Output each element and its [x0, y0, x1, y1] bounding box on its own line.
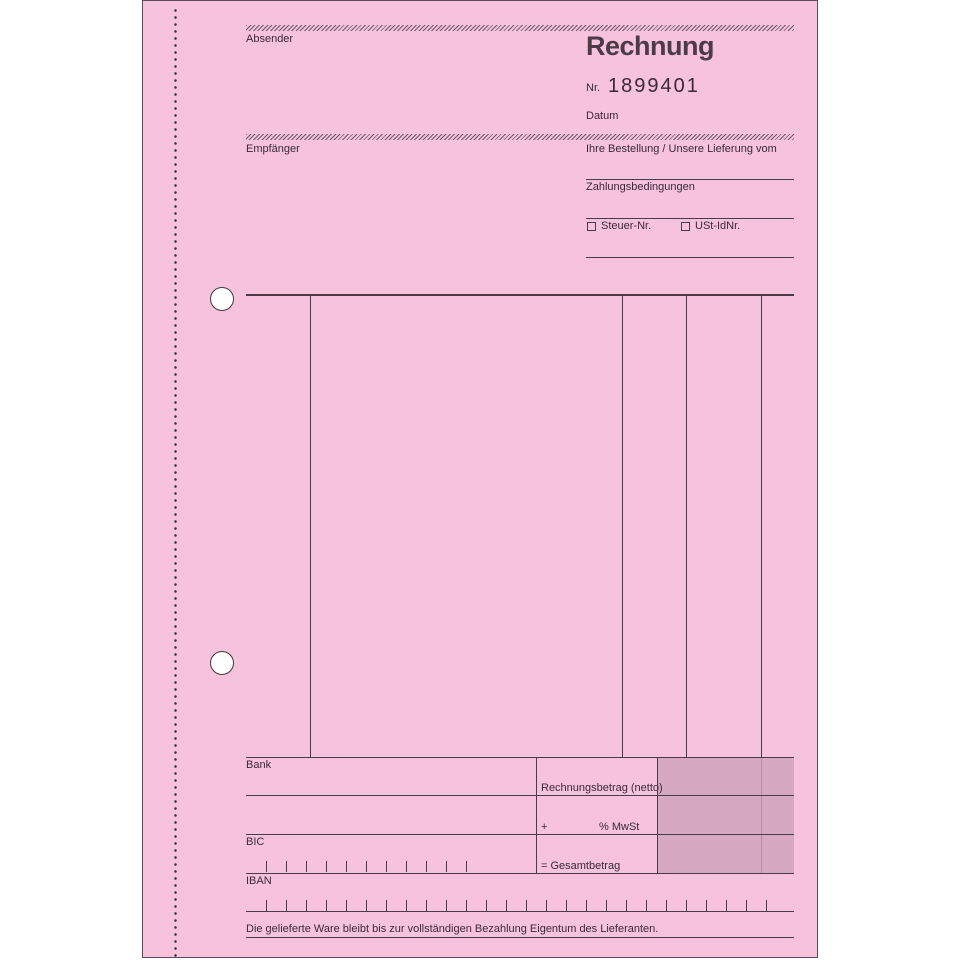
total-amount-label: = Gesamtbetrag	[541, 860, 621, 872]
iban-tick	[546, 900, 547, 911]
bic-tick	[386, 861, 387, 872]
iban-tick	[306, 900, 307, 911]
payment-terms-label: Zahlungsbedingungen	[586, 181, 695, 193]
totals-shaded-cells	[657, 758, 794, 873]
footer-vertical-divider	[536, 758, 537, 873]
punch-hole-top	[210, 287, 234, 311]
iban-tick	[286, 900, 287, 911]
vat-id-checkbox[interactable]	[681, 222, 690, 231]
iban-tick	[626, 900, 627, 911]
iban-tick	[686, 900, 687, 911]
recipient-label: Empfänger	[246, 143, 300, 155]
net-amount-label: Rechnungsbetrag (netto)	[541, 782, 663, 794]
iban-tick	[386, 900, 387, 911]
iban-tick	[566, 900, 567, 911]
perforation-line	[174, 7, 177, 957]
tax-number-checkbox[interactable]	[587, 222, 596, 231]
bic-label: BIC	[246, 836, 265, 848]
iban-label: IBAN	[246, 875, 272, 887]
bic-tick	[306, 861, 307, 872]
iban-tick	[266, 900, 267, 911]
iban-tick	[426, 900, 427, 911]
order-delivery-line	[586, 179, 794, 180]
date-label: Datum	[586, 110, 619, 122]
bic-tick	[406, 861, 407, 872]
bic-tick	[266, 861, 267, 872]
iban-tick	[586, 900, 587, 911]
iban-tick	[506, 900, 507, 911]
iban-tick	[706, 900, 707, 911]
iban-tick	[466, 900, 467, 911]
tax-number-label: Steuer-Nr.	[601, 220, 652, 232]
retention-of-title-note: Die gelieferte Ware bleibt bis zur vollständigen Bezahlung Eigentum des Lieferanten.	[246, 923, 659, 935]
punch-hole-bottom	[210, 651, 234, 675]
bank-label: Bank	[246, 759, 272, 771]
footer-row-line-2	[246, 834, 794, 835]
bic-tick	[326, 861, 327, 872]
totals-cent-divider	[761, 758, 762, 873]
column-divider-position	[310, 295, 311, 757]
footer-row-line-1	[246, 795, 794, 796]
vat-id-label: USt-IdNr.	[695, 220, 741, 232]
bottom-line	[246, 937, 794, 938]
plus-label: +	[541, 821, 548, 833]
footer-row-line-3	[246, 873, 794, 874]
invoice-number: 1899401	[608, 75, 700, 97]
recipient-hatch-divider	[246, 134, 794, 140]
bic-tick	[366, 861, 367, 872]
bic-tick	[426, 861, 427, 872]
iban-tick	[486, 900, 487, 911]
iban-tick	[326, 900, 327, 911]
bic-tick	[346, 861, 347, 872]
iban-tick	[366, 900, 367, 911]
iban-tick	[766, 900, 767, 911]
iban-tick	[346, 900, 347, 911]
sender-label: Absender	[246, 33, 294, 45]
iban-tick	[666, 900, 667, 911]
order-delivery-label: Ihre Bestellung / Unsere Lieferung vom	[586, 143, 777, 155]
bic-tick	[466, 861, 467, 872]
iban-tick	[746, 900, 747, 911]
iban-tick	[606, 900, 607, 911]
iban-tick	[646, 900, 647, 911]
tax-id-line	[586, 257, 794, 258]
invoice-title: Rechnung	[586, 31, 714, 61]
iban-tick	[446, 900, 447, 911]
bic-tick	[286, 861, 287, 872]
iban-tick	[526, 900, 527, 911]
column-divider-quantity	[622, 295, 623, 757]
table-top-border	[246, 294, 794, 296]
column-divider-unit-price	[686, 295, 687, 757]
invoice-number-label: Nr.	[586, 82, 601, 94]
iban-tick	[726, 900, 727, 911]
bic-tick	[446, 861, 447, 872]
invoice-form	[142, 0, 818, 958]
payment-terms-line	[586, 218, 794, 219]
totals-amount-divider	[657, 758, 658, 873]
iban-tick	[406, 900, 407, 911]
vat-percent-label: % MwSt	[599, 821, 640, 833]
iban-baseline	[246, 911, 794, 912]
